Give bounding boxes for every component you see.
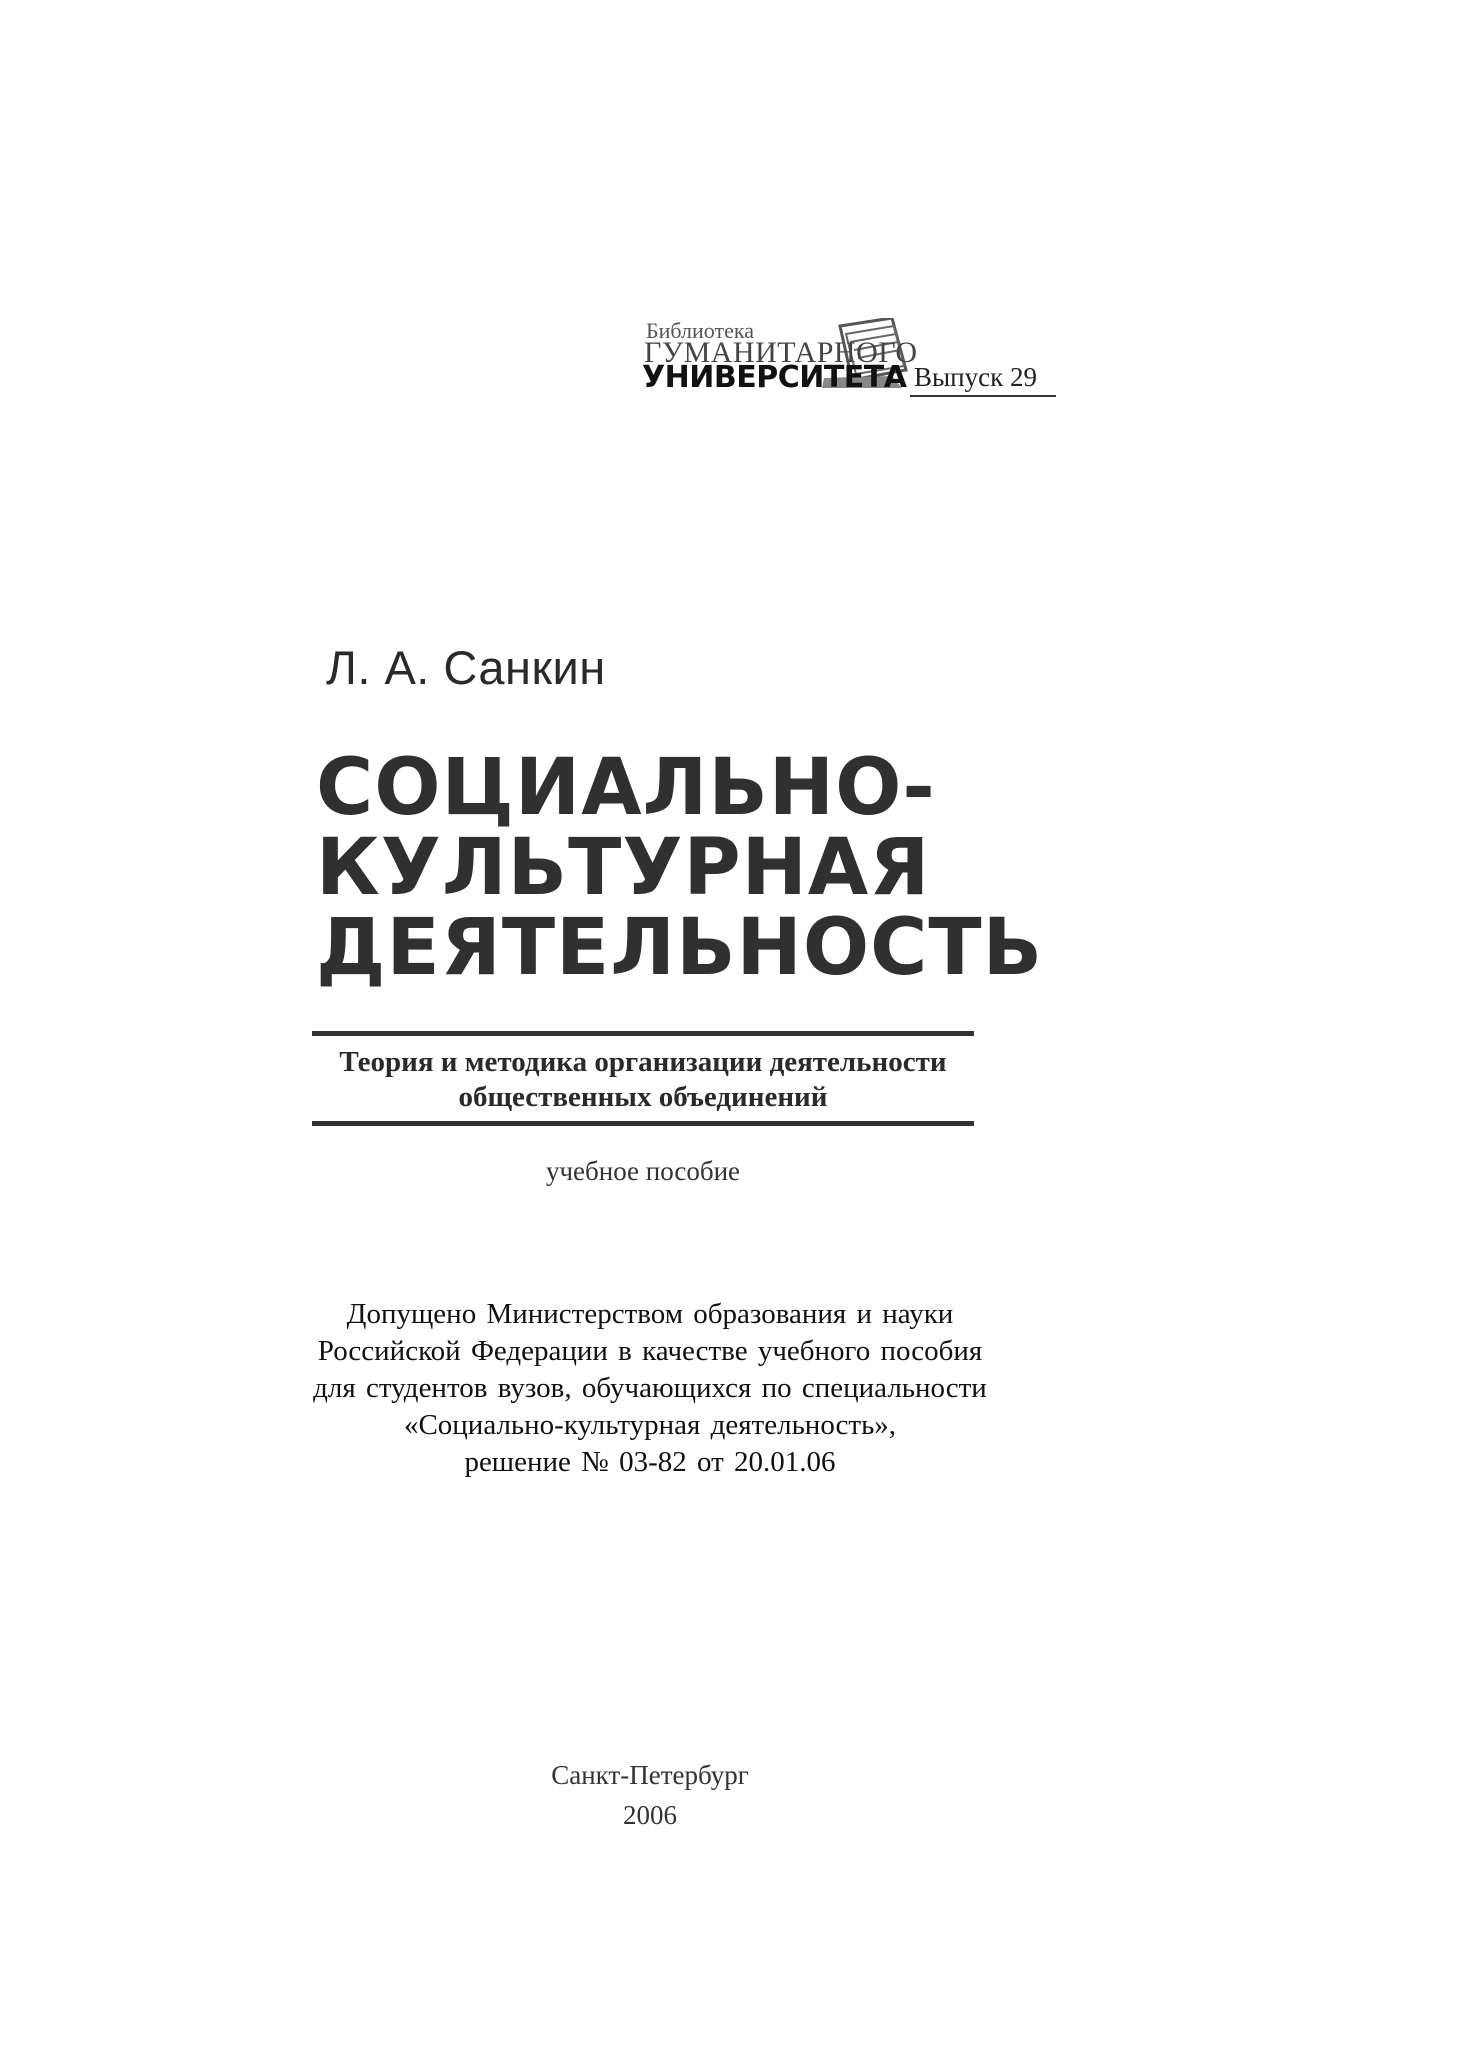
approval-line: Допущено Министерством образования и науки <box>346 1298 954 1330</box>
series-line-3: УНИВЕРСИТЕТА <box>642 360 907 395</box>
approval-line: «Социально-культурная деятельность», <box>403 1409 897 1441</box>
subtitle-rule-bottom <box>312 1121 974 1126</box>
approval-line: для студентов вузов, обучающихся по специальности <box>313 1372 987 1404</box>
imprint-city: Санкт-Петербург <box>551 1760 749 1790</box>
imprint-year: 2006 <box>623 1800 677 1830</box>
book-subtitle <box>312 1045 974 1115</box>
imprint <box>500 1755 800 1835</box>
series-rule <box>910 395 1056 397</box>
approval-line: решение № 03-82 от 20.01.06 <box>464 1446 836 1478</box>
title-line: СОЦИАЛЬНО- <box>316 743 936 833</box>
author-name: Л. А. Санкин <box>326 641 606 694</box>
approval-statement <box>250 1296 1050 1481</box>
series-logo <box>642 318 1056 396</box>
subtitle-line: Теория и методика организации деятельности <box>339 1046 947 1078</box>
book-title <box>316 743 1044 993</box>
series-line-2: ГУМАНИТАРНОГО <box>644 336 918 369</box>
subtitle-rule-top <box>312 1031 974 1036</box>
book-genre: учебное пособие <box>545 1156 741 1186</box>
title-line: ДЕЯТЕЛЬНОСТЬ <box>316 903 1044 993</box>
subtitle-line: общественных объединений <box>458 1081 828 1113</box>
series-line-1: Библиотека <box>646 318 755 343</box>
title-line: КУЛЬТУРНАЯ <box>316 823 931 913</box>
approval-line: Российской Федерации в качестве учебного пособия <box>317 1335 983 1367</box>
series-issue: Выпуск 29 <box>914 362 1037 392</box>
